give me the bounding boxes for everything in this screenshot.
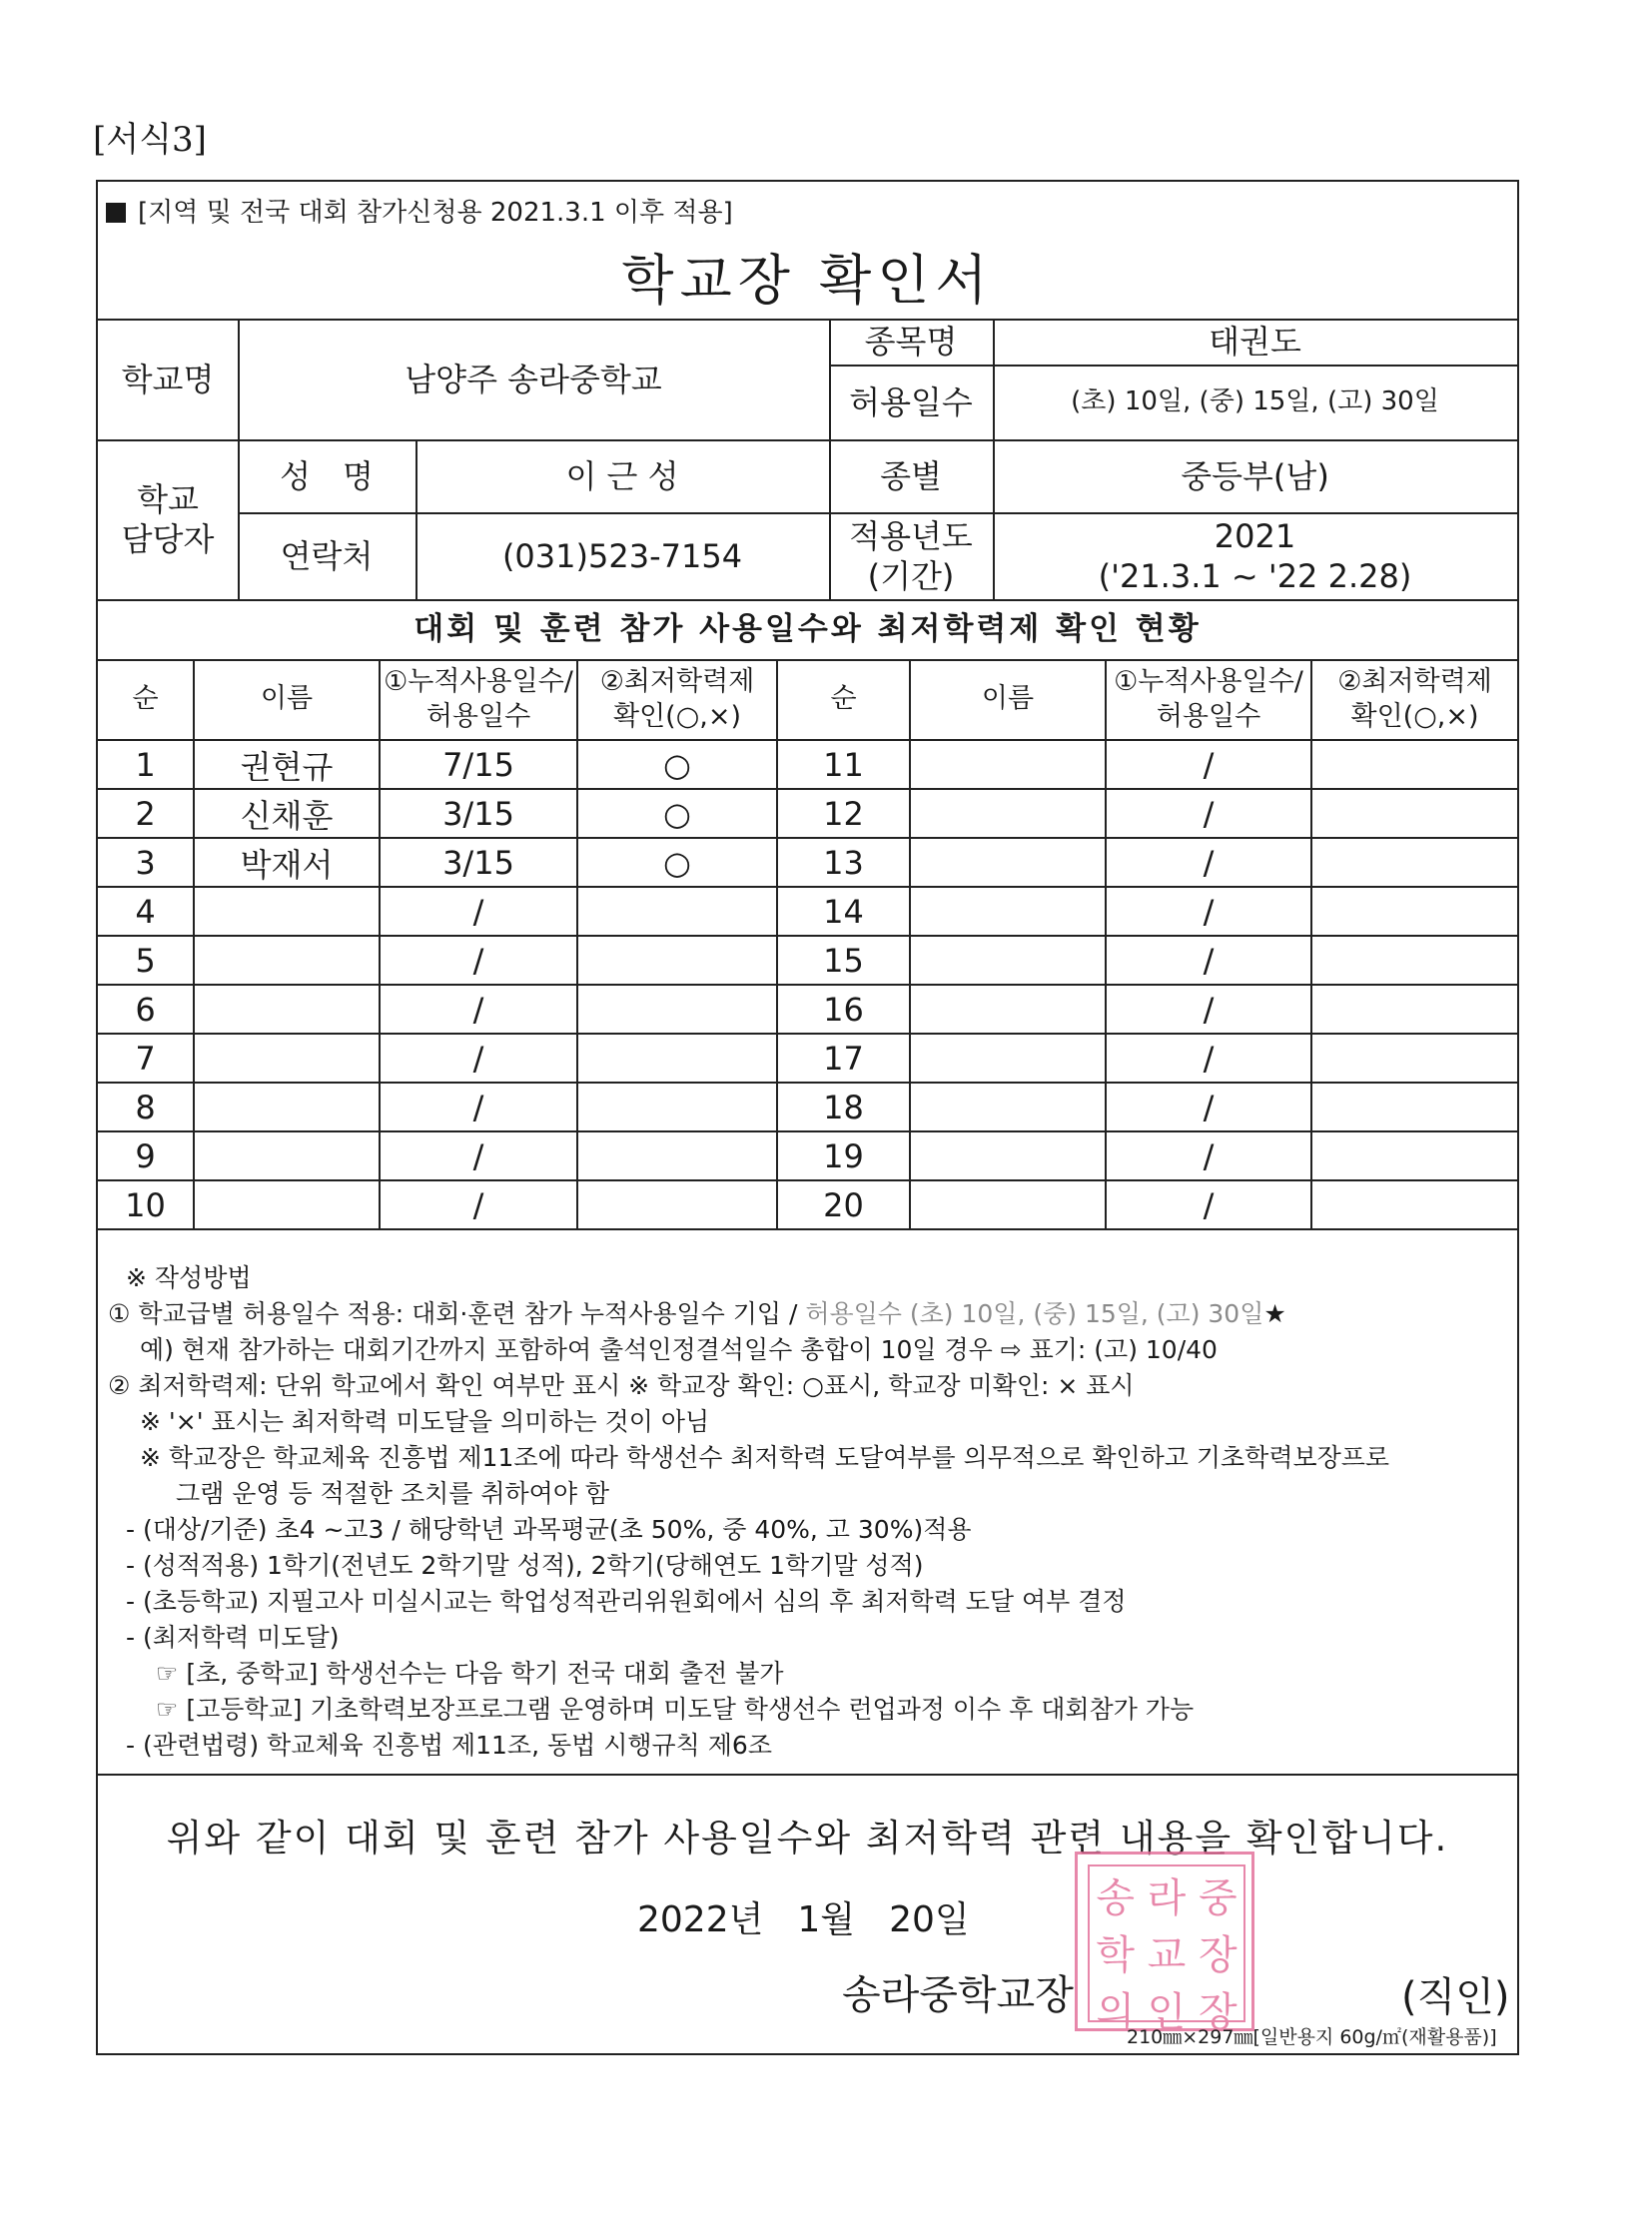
header-days-line2: 허용일수: [1156, 701, 1261, 732]
cell-no: 1: [98, 740, 194, 789]
school-name-label: 학교명: [121, 360, 215, 398]
header-days: [380, 659, 577, 740]
table-row: [98, 936, 1517, 985]
header-days: [1106, 659, 1311, 740]
cell-name: [910, 936, 1106, 985]
allow-days-value: (초) 10일, (중) 15일, (고) 30일: [1071, 386, 1439, 417]
cell-name: 권현규: [194, 740, 380, 789]
method-line: ☞ [초, 중학교] 학생선수는 다음 학기 전국 대회 출전 불가: [156, 1659, 784, 1688]
cell-check: [1311, 985, 1517, 1034]
official-seal: [1075, 1852, 1254, 2035]
table-row: [98, 985, 1517, 1034]
cell-days: /: [1106, 1131, 1311, 1180]
cell-days: /: [380, 1180, 577, 1229]
table-row: [98, 1131, 1517, 1180]
cell-name: [910, 789, 1106, 838]
cell-name: [910, 887, 1106, 936]
page-title: 학교장 확인서: [621, 249, 994, 312]
header-check-line2: 확인(○,×): [613, 701, 741, 732]
cell-days: /: [1106, 1034, 1311, 1083]
section-title: 대회 및 훈련 참가 사용일수와 최저학력제 확인 현황: [413, 610, 1202, 647]
cell-no: 8: [98, 1083, 194, 1131]
cell-days: /: [1106, 1180, 1311, 1229]
cell-check: [1311, 1034, 1517, 1083]
cell-check: ○: [577, 838, 777, 887]
allow-days-label: 허용일수: [849, 382, 973, 421]
cell-days: /: [380, 936, 577, 985]
header-name: 이름: [910, 659, 1106, 740]
cell-name: [910, 1034, 1106, 1083]
cell-days: /: [1106, 838, 1311, 887]
seal-char: 장: [1199, 1932, 1238, 1978]
notice-line: [106, 192, 733, 229]
signer: 송라중학교장: [842, 1972, 1074, 2018]
seal-char: 라: [1147, 1875, 1187, 1921]
division-value: 중등부(남): [1181, 456, 1329, 495]
manager-label: [98, 439, 238, 599]
table-row: [98, 740, 1517, 789]
cell-days: /: [1106, 789, 1311, 838]
cell-check: [577, 887, 777, 936]
method-line: ※ 학교장은 학교체육 진흥법 제11조에 따라 학생선수 최저학력 도달여부를 의무적으로 확인하고 기초학력보장프로: [140, 1443, 1390, 1472]
cell-days: /: [1106, 985, 1311, 1034]
cell-name: [910, 838, 1106, 887]
issue-date: [637, 1891, 1004, 1942]
cell-days: /: [380, 985, 577, 1034]
cell-days: /: [1106, 1083, 1311, 1131]
table-row: [98, 789, 1517, 838]
seal-char: 교: [1147, 1932, 1187, 1978]
cell-name: 박재서: [194, 838, 380, 887]
paper-spec: 210㎜×297㎜[일반용지 60g/㎡(재활용품)]: [1127, 2026, 1497, 2048]
header-check: [1311, 659, 1517, 740]
header-check: [577, 659, 777, 740]
seal-grid: [1088, 1864, 1245, 2035]
cell-name: [194, 887, 380, 936]
cell-days: /: [380, 1034, 577, 1083]
method-line: - (성적적용) 1학기(전년도 2학기말 성적), 2학기(당해연도 1학기말 성적): [126, 1551, 924, 1580]
notice-text: [지역 및 전국 대회 참가신청용 2021.3.1 이후 적용]: [138, 198, 733, 228]
period-label-line2: (기간): [867, 556, 955, 595]
cell-check: [1311, 1131, 1517, 1180]
cell-check: [577, 1034, 777, 1083]
cell-check: [577, 1180, 777, 1229]
name-label: 성 명: [280, 456, 374, 495]
event-label: 종목명: [864, 323, 958, 361]
method-line-highlight: 허용일수 (초) 10일, (중) 15일, (고) 30일: [805, 1299, 1264, 1328]
period-value: [993, 512, 1517, 599]
method-line: ☞ [고등학교] 기초학력보장프로그램 운영하며 미도달 학생선수 런업과정 이수 후 대회참가 가능: [156, 1695, 1195, 1724]
cell-name: [910, 1180, 1106, 1229]
cell-check: [1311, 740, 1517, 789]
square-bullet-icon: [106, 203, 126, 223]
header-name: 이름: [194, 659, 380, 740]
cell-days: /: [380, 1083, 577, 1131]
manager-label-line1: 학교: [137, 480, 199, 518]
division-label: 종별: [880, 456, 942, 495]
event-value: 태권도: [1209, 323, 1301, 361]
cell-check: [1311, 789, 1517, 838]
cell-check: [577, 985, 777, 1034]
seal-char: 인: [1147, 1989, 1187, 2035]
method-line: ※ '×' 표시는 최저학력 미도달을 의미하는 것이 아님: [140, 1407, 710, 1436]
header-check-line2: 확인(○,×): [1350, 701, 1479, 732]
seal-char: 송: [1096, 1875, 1135, 1921]
table-row: [98, 1034, 1517, 1083]
cell-no: 7: [98, 1034, 194, 1083]
cell-no: 14: [777, 887, 910, 936]
cell-check: [577, 936, 777, 985]
seal-char: 의: [1096, 1989, 1135, 2035]
header-days-line1: ①누적사용일수/: [384, 665, 573, 697]
seal-char: 학: [1096, 1932, 1135, 1978]
cell-days: /: [380, 1131, 577, 1180]
contact-label: 연락처: [280, 536, 374, 575]
status-table: [98, 659, 1517, 1230]
form-number: [서식3]: [93, 120, 207, 160]
period-label-line1: 적용년도: [849, 516, 973, 555]
cell-days: 3/15: [380, 838, 577, 887]
method-line: 예) 현재 참가하는 대회기간까지 포함하여 출석인정결석일수 총합이 10일 경우 ⇨ 표기: (고) 10/40: [140, 1335, 1218, 1364]
cell-days: /: [380, 887, 577, 936]
seal-char: 중: [1199, 1875, 1238, 1921]
cell-days: /: [1106, 887, 1311, 936]
cell-no: 6: [98, 985, 194, 1034]
cell-no: 10: [98, 1180, 194, 1229]
date-year: 2022년: [637, 1899, 764, 1940]
period-year: 2021: [1214, 516, 1296, 555]
star-icon: ★: [1263, 1299, 1286, 1328]
cell-no: 12: [777, 789, 910, 838]
cell-name: [910, 740, 1106, 789]
cell-check: [1311, 1180, 1517, 1229]
cell-check: [1311, 887, 1517, 936]
header-check-line1: ②최저학력제: [1337, 665, 1492, 697]
cell-no: 16: [777, 985, 910, 1034]
method-line: [108, 1296, 1286, 1332]
method-line: - (초등학교) 지필고사 미실시교는 학업성적관리위원회에서 심의 후 최저학력 도달 여부 결정: [126, 1587, 1127, 1616]
cell-name: 신채훈: [194, 789, 380, 838]
divider: [98, 1774, 1517, 1776]
school-name-value: 남양주 송라중학교: [405, 360, 662, 398]
method-line-text: ① 학교급별 허용일수 적용: 대회·훈련 참가 누적사용일수 기입 /: [108, 1299, 806, 1328]
cell-days: /: [1106, 740, 1311, 789]
cell-check: [1311, 1083, 1517, 1131]
cell-no: 5: [98, 936, 194, 985]
cell-name: [194, 1083, 380, 1131]
cell-check: ○: [577, 789, 777, 838]
table-row: [98, 1083, 1517, 1131]
method-line: - (관련법령) 학교체육 진흥법 제11조, 동법 시행규칙 제6조: [126, 1731, 772, 1760]
cell-no: 4: [98, 887, 194, 936]
cell-name: [194, 985, 380, 1034]
declaration: 위와 같이 대회 및 훈련 참가 사용일수와 최저학력 관련 내용을 확인합니다.: [166, 1817, 1449, 1860]
method-line: - (최저학력 미도달): [126, 1623, 340, 1652]
header-no: 순: [98, 659, 194, 740]
cell-name: [910, 985, 1106, 1034]
cell-name: [194, 1180, 380, 1229]
seal-label: (직인): [1401, 1974, 1510, 2020]
cell-name: [910, 1131, 1106, 1180]
header-no: 순: [777, 659, 910, 740]
header-check-line1: ②최저학력제: [599, 665, 755, 697]
method-heading: ※ 작성방법: [126, 1263, 252, 1292]
cell-check: [577, 1131, 777, 1180]
seal-char: 장: [1199, 1989, 1238, 2035]
date-day: 20일: [889, 1899, 970, 1940]
method-line: - (대상/기준) 초4 ~고3 / 해당학년 과목평균(초 50%, 중 40%, 고 30%)적용: [126, 1515, 972, 1544]
period-label: [829, 512, 993, 599]
date-month: 1월: [797, 1899, 856, 1940]
table-row: [98, 1180, 1517, 1229]
cell-check: [1311, 838, 1517, 887]
cell-name: [194, 1034, 380, 1083]
method-line: ② 최저학력제: 단위 학교에서 확인 여부만 표시 ※ 학교장 확인: ○표시, 학교장 미확인: × 표시: [108, 1371, 1135, 1400]
cell-name: [910, 1083, 1106, 1131]
cell-days: 3/15: [380, 789, 577, 838]
table-row: [98, 887, 1517, 936]
contact-value: (031)523-7154: [501, 536, 743, 575]
cell-name: [194, 1131, 380, 1180]
cell-check: ○: [577, 740, 777, 789]
cell-no: 9: [98, 1131, 194, 1180]
cell-no: 15: [777, 936, 910, 985]
period-range: ('21.3.1 ~ '22 2.28): [1098, 556, 1412, 595]
header-days-line1: ①누적사용일수/: [1114, 665, 1303, 697]
cell-check: [1311, 936, 1517, 985]
cell-check: [577, 1083, 777, 1131]
cell-days: 7/15: [380, 740, 577, 789]
manager-label-line2: 담당자: [121, 520, 215, 558]
header-days-line2: 허용일수: [425, 701, 531, 732]
cell-name: [194, 936, 380, 985]
table-header-row: [98, 659, 1517, 740]
cell-no: 2: [98, 789, 194, 838]
cell-no: 20: [777, 1180, 910, 1229]
cell-no: 11: [777, 740, 910, 789]
table-row: [98, 838, 1517, 887]
cell-days: /: [1106, 936, 1311, 985]
certificate-frame: [96, 180, 1519, 2055]
cell-no: 17: [777, 1034, 910, 1083]
cell-no: 18: [777, 1083, 910, 1131]
cell-no: 19: [777, 1131, 910, 1180]
name-value: 이 근 성: [565, 456, 679, 495]
cell-no: 3: [98, 838, 194, 887]
cell-no: 13: [777, 838, 910, 887]
method-line: 그램 운영 등 적절한 조치를 취하여야 함: [176, 1479, 610, 1508]
